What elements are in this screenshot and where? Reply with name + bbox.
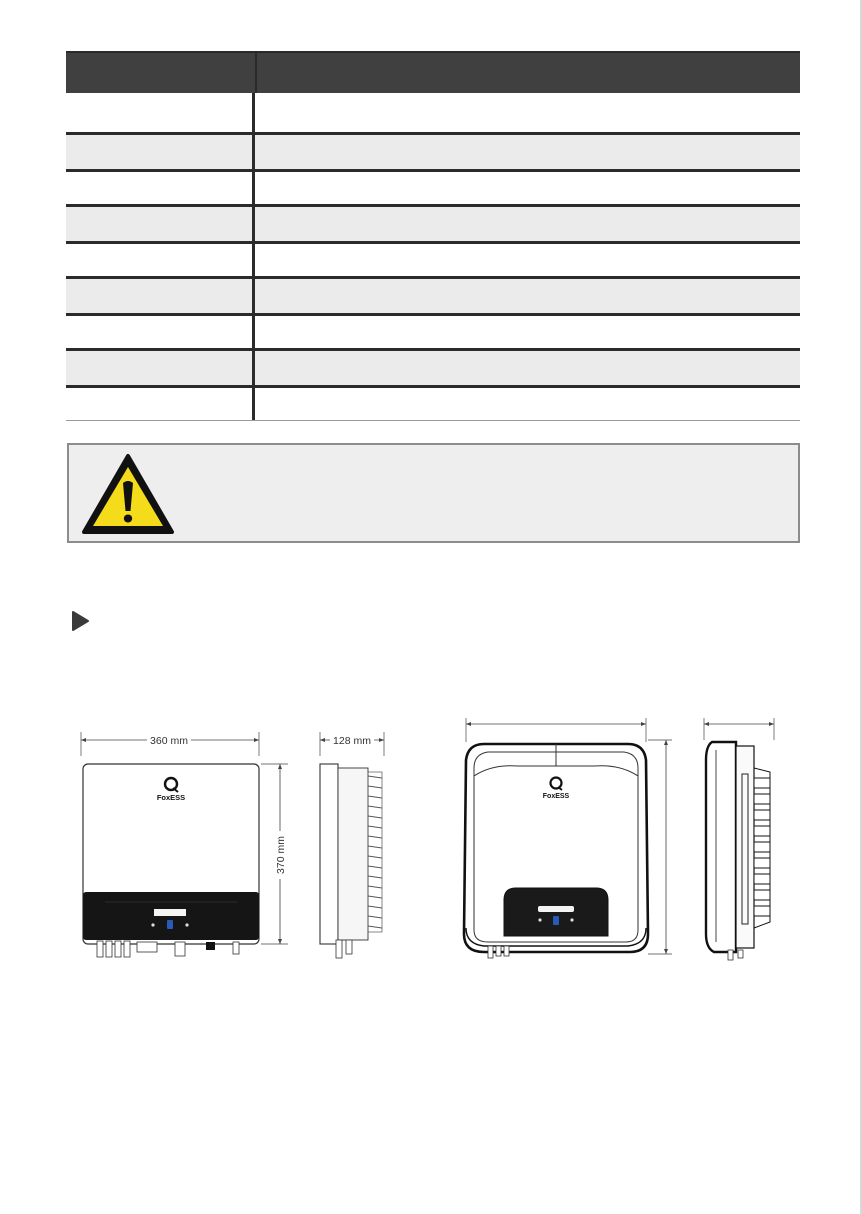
front-height-label: 370 mm <box>275 836 287 874</box>
brand-logo: FoxESS <box>156 793 186 802</box>
table-row <box>66 244 800 279</box>
inverter-side-view-new <box>698 716 780 978</box>
spec-table <box>66 51 800 421</box>
table-header-cell-2 <box>257 53 800 93</box>
inverter-front-view-new <box>458 716 678 978</box>
table-header <box>66 51 800 93</box>
table-row <box>66 135 800 172</box>
table-row <box>66 351 800 388</box>
warning-triangle-icon <box>81 453 175 535</box>
table-row <box>66 172 800 207</box>
brand-logo-new: FoxESS <box>542 793 570 800</box>
table-row <box>66 316 800 351</box>
inverter-front-view <box>75 726 300 976</box>
table-row <box>66 279 800 316</box>
play-triangle-icon <box>71 610 91 632</box>
inverter-side-view <box>312 726 392 976</box>
front-width-label: 360 mm <box>150 735 188 747</box>
table-row <box>66 93 800 135</box>
side-depth-label: 128 mm <box>333 735 371 747</box>
warning-box <box>67 443 800 543</box>
table-row <box>66 207 800 244</box>
table-row <box>66 388 800 421</box>
table-header-cell-1 <box>66 53 257 93</box>
